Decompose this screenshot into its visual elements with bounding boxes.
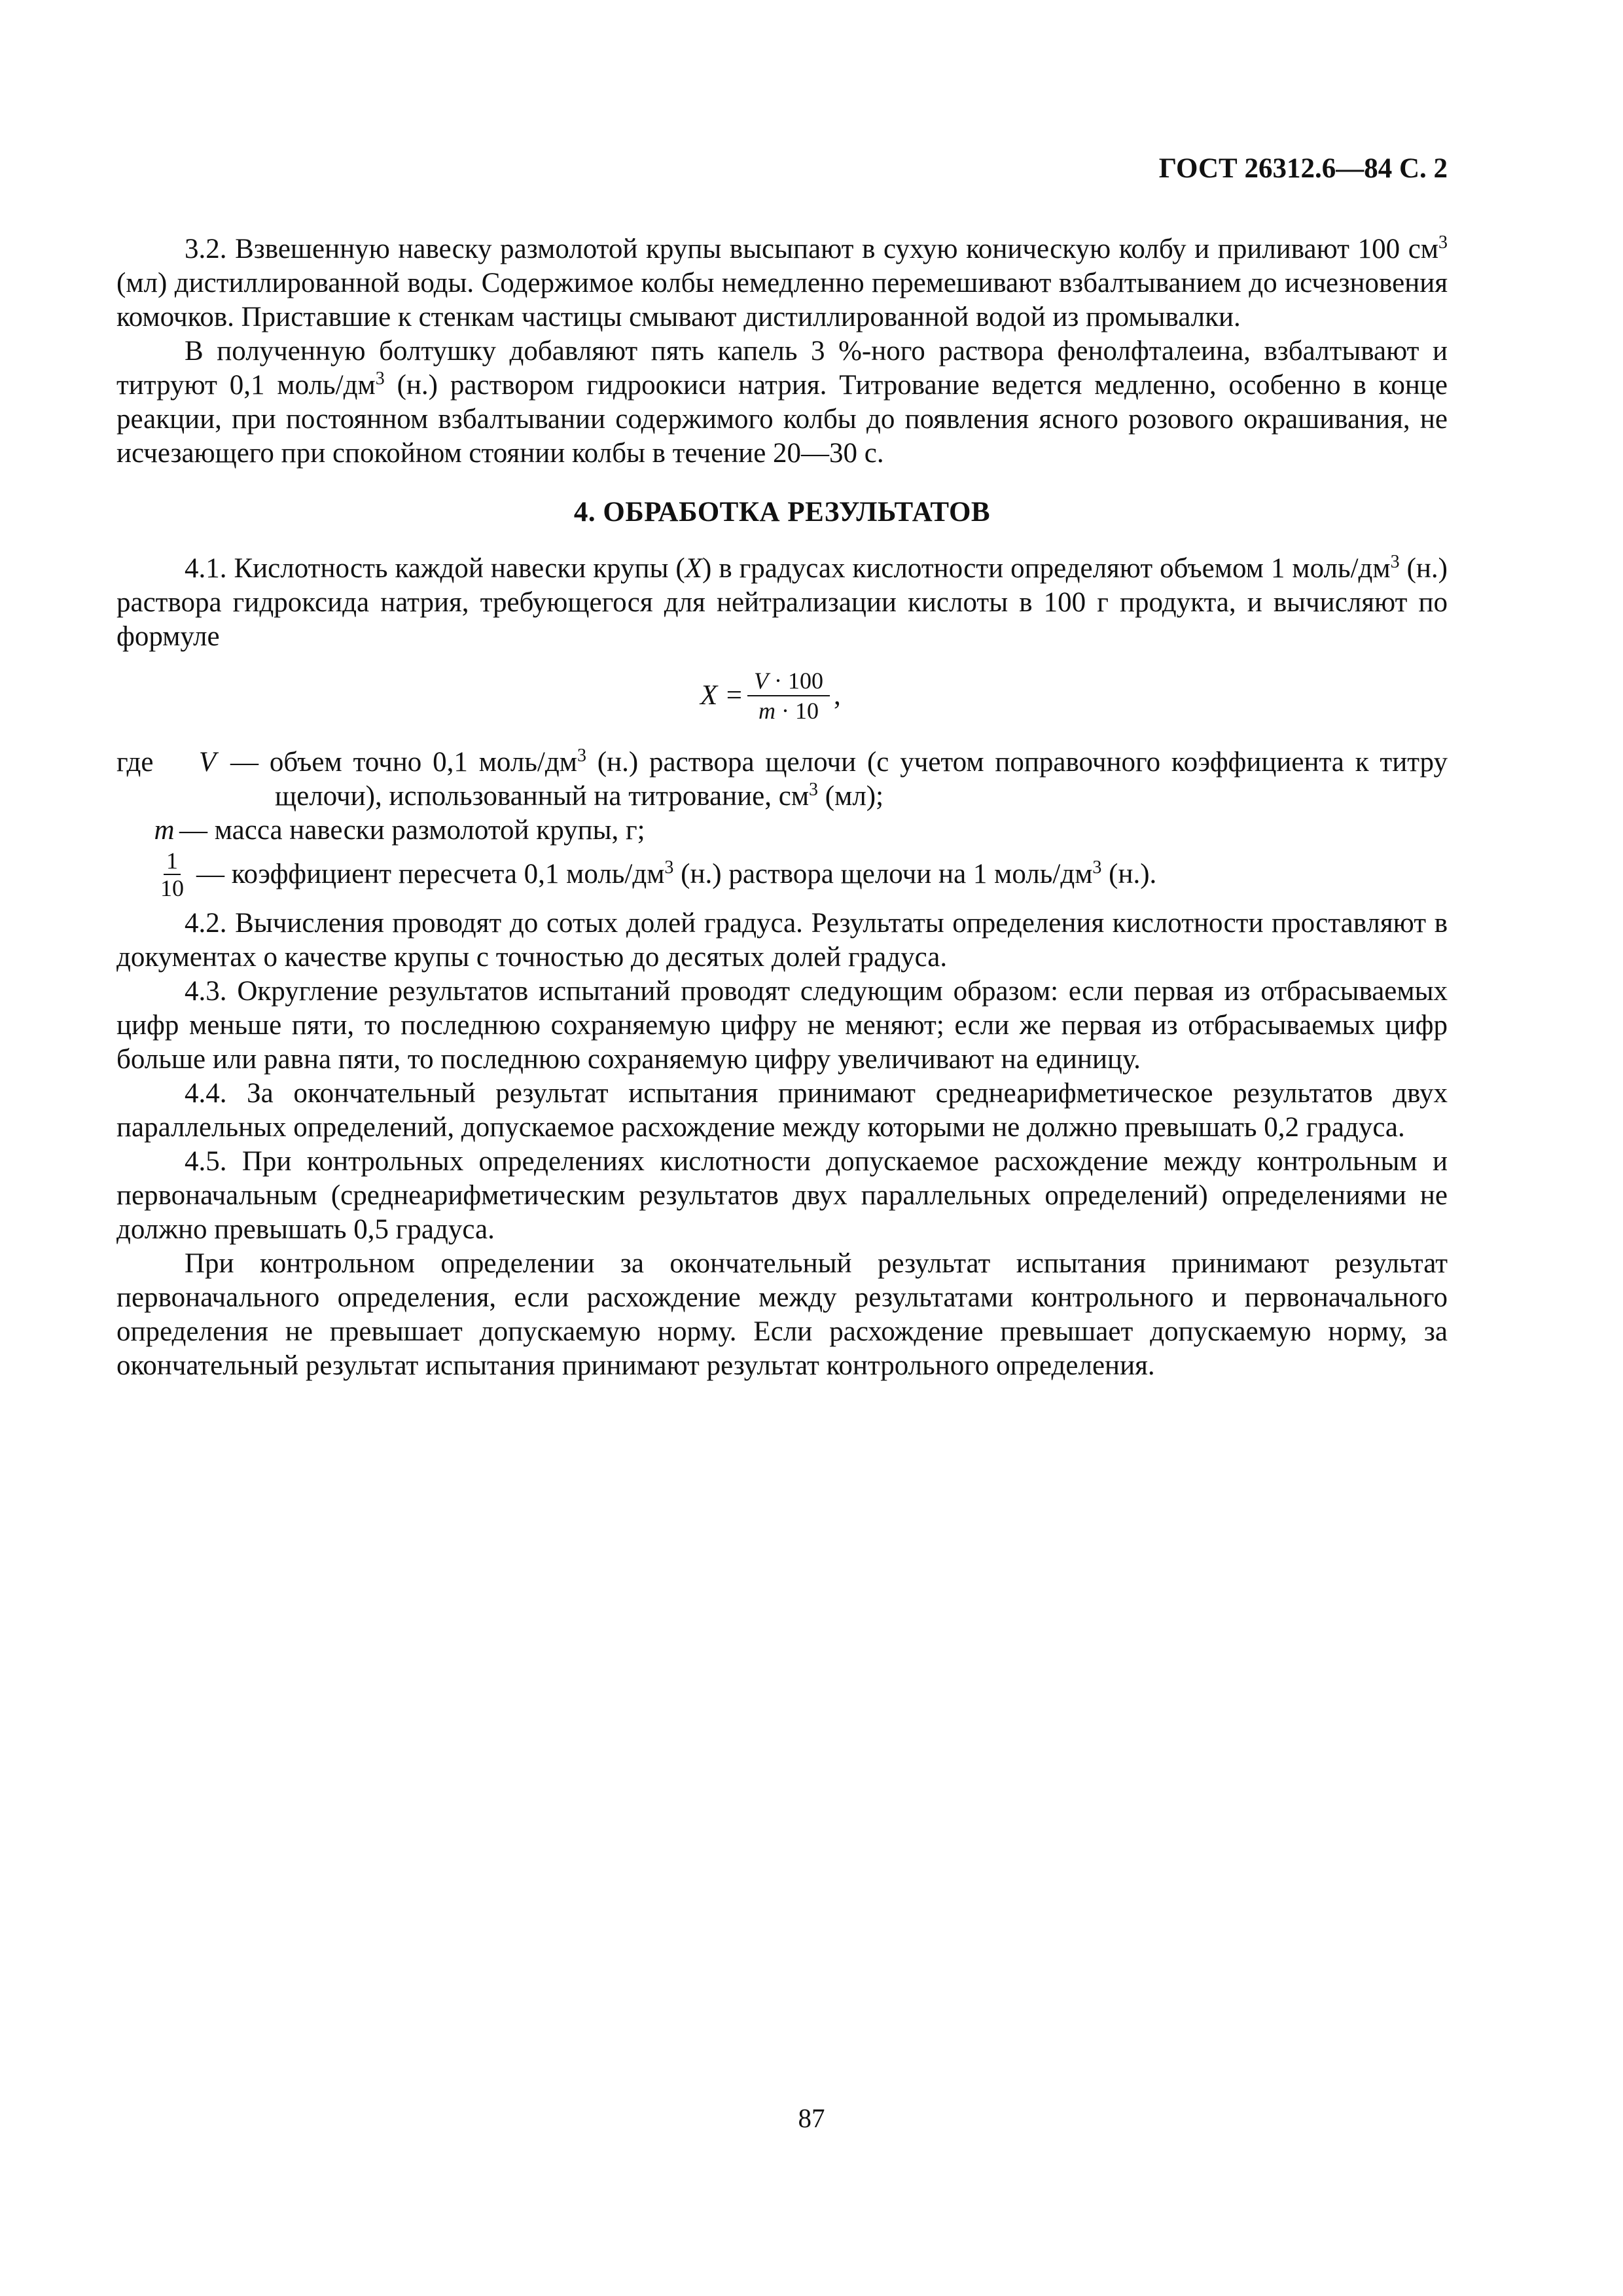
text-run: (мл) дистиллированной воды. Содержимое колбы немедленно перемешивают взбалтыванием до исчезновения комочков. Приставшие к стенкам частицы смывают дистиллированной водой из промывалки. [116, 268, 1448, 332]
page-header: ГОСТ 26312.6—84 С. 2 [1158, 153, 1448, 184]
paragraph-3-2 [116, 232, 1448, 334]
legend-where: где [116, 747, 154, 778]
text-run: (н.) раствора щелочи на 1 моль/дм [673, 859, 1093, 889]
formula-num-rest: · 100 [768, 668, 824, 694]
paragraph-4-2: 4.2. Вычисления проводят до сотых долей градуса. Результаты определения кислотности проставляют в документах о качестве крупы с точностью до десятых долей градуса. [116, 908, 1448, 973]
text-run: (н.) раствором гидроокиси натрия. Титрование ведется медленно, особенно в конце реакции, при постоянном взбалтывании содержимого колбы до появления ясного розового окрашивания, не исчезающего при спокойном стоянии колбы в течение 20—30 с. [116, 370, 1448, 469]
page-content [116, 232, 1448, 1383]
legend-row-fraction [116, 848, 1448, 901]
text-run: (мл); [818, 781, 884, 812]
legend-symbol-v: V [198, 747, 217, 778]
superscript: 3 [1438, 232, 1448, 253]
text-run: 3.2. Взвешенную навеску размолотой крупы высыпают в сухую коническую колбу и приливают 100 см [185, 234, 1438, 264]
legend-fraction [148, 848, 196, 901]
paragraph-4-5: 4.5. При контрольных определениях кислотности допускаемое расхождение между контрольным и первоначальным (среднеарифметическим результатов двух параллельных определений) определениями не должно превышать 0,5 градуса. [116, 1146, 1448, 1245]
paragraph-4-5-cont: При контрольном определении за окончательный результат испытания принимают результат первоначального определения, если расхождение между результатами контрольного и первоначального определения не превышает допускаемую норму. Если расхождение превышает допускаемую норму, за окончательный результат испытания принимают результат контрольного определения. [116, 1248, 1448, 1381]
formula-lhs: X = [700, 680, 744, 711]
page-number: 87 [798, 2103, 825, 2133]
legend-row-m [116, 814, 1448, 848]
legend-text-v [230, 745, 1448, 814]
legend-row-v [116, 745, 1448, 814]
legend-text-fraction [196, 857, 1156, 891]
text-run: (н.). [1101, 859, 1157, 889]
formula-tail: , [834, 680, 841, 711]
text-run: (н.) раствора гидроксида натрия, требующегося для нейтрализации кислоты в 100 г продукта, и вычисляют по формуле [116, 553, 1448, 652]
paragraph-4-4: 4.4. За окончательный результат испытания принимают среднеарифметическое результатов двух параллельных определений, допускаемое расхождение между которыми не должно превышать 0,2 градуса. [116, 1078, 1448, 1143]
text-run: — объем точно 0,1 моль/дм [230, 747, 577, 778]
formula-var-m: m [758, 698, 776, 724]
text-run: (н.) раствора щелочи (с учетом поправочного коэффициента к титру щелочи), использованный на титрование, см [275, 747, 1448, 812]
formula-legend [116, 745, 1448, 901]
legend-text-m: — масса навески размолотой крупы, г; [179, 815, 645, 846]
text-run: — коэффициент пересчета 0,1 моль/дм [196, 859, 665, 889]
formula-den-rest: · 10 [776, 698, 819, 724]
text-run: 4.1. Кислотность каждой навески крупы ( [185, 553, 685, 584]
legend-symbol-m: m [154, 815, 175, 846]
superscript: 3 [664, 857, 674, 878]
text-run: ) в градусах кислотности определяют объемом 1 моль/дм [702, 553, 1391, 584]
section-heading: 4. ОБРАБОТКА РЕЗУЛЬТАТОВ [573, 497, 991, 528]
legend-fraction-num: 1 [164, 848, 181, 875]
superscript: 3 [1390, 552, 1400, 572]
superscript: 3 [1092, 857, 1102, 878]
superscript: 3 [809, 780, 819, 800]
formula-expression [700, 656, 841, 735]
paragraph-4-3: 4.3. Округление результатов испытаний проводят следующим образом: если первая из отбрасываемых цифр меньше пяти, то последнюю сохраняемую цифру не меняют; если же первая из отбрасываемых цифр больше или равна пяти, то последнюю сохраняемую цифру увеличивают на единицу. [116, 976, 1448, 1075]
formula-denominator [752, 696, 825, 725]
formula [116, 656, 1448, 735]
formula-fraction [747, 666, 830, 725]
paragraph-4-1 [116, 552, 1448, 654]
paragraph-3-2-cont [116, 334, 1448, 471]
formula-numerator [747, 666, 830, 696]
superscript: 3 [375, 368, 385, 389]
superscript: 3 [577, 745, 586, 766]
formula-var-v: V [754, 668, 769, 694]
text-run: В полученную болтушку добавляют пять капель 3 %-ного раствора фенолфталеина, взбалтывают и титруют 0,1 моль/дм [116, 336, 1448, 401]
variable-x: X [685, 553, 703, 584]
legend-fraction-den: 10 [160, 875, 184, 901]
